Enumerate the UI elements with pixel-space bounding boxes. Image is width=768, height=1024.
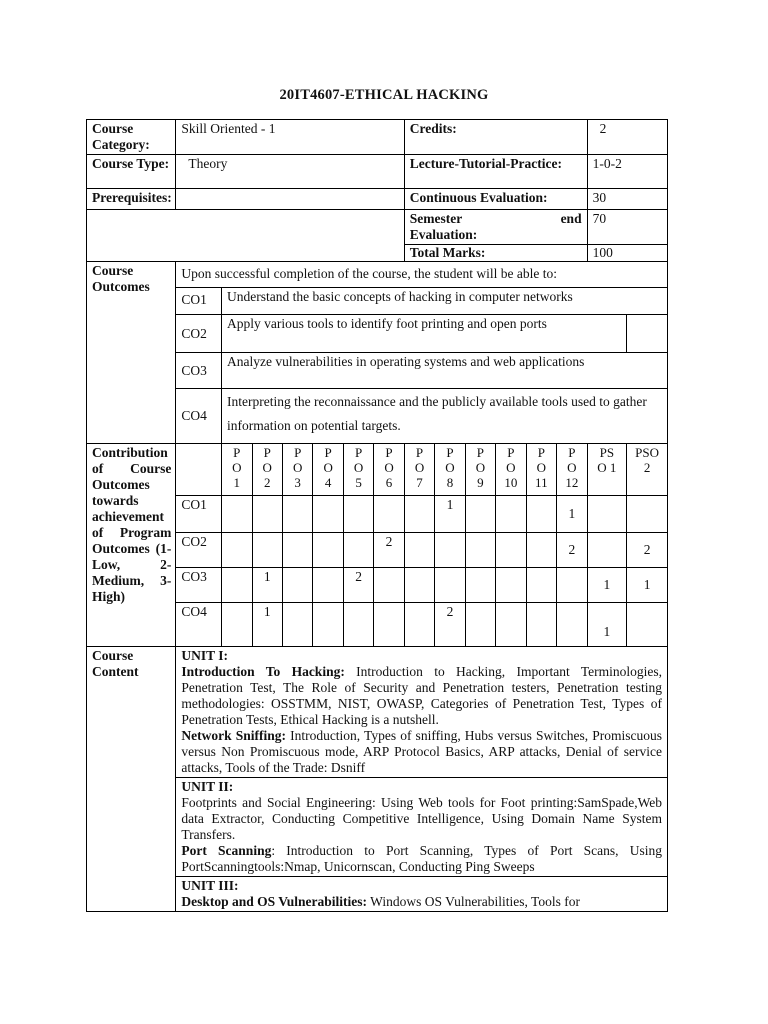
unit1-cell xyxy=(176,647,668,778)
mapping-cell xyxy=(222,568,252,603)
mapping-cell xyxy=(282,533,312,568)
mapping-cell: 1 xyxy=(435,496,465,533)
mapping-cell xyxy=(627,603,668,647)
mapping-cell xyxy=(496,496,526,533)
outcome-text: Understand the basic concepts of hacking in computer networks xyxy=(222,288,668,315)
mapping-cell xyxy=(627,496,668,533)
unit3-cell xyxy=(176,877,668,912)
unit2-para1: Footprints and Social Engineering: Using Web tools for Foot printing:SamSpade,Web data Extractor, Conducting Competitive Intelligence, Using Domain Name System Transfers. xyxy=(181,795,662,842)
mapping-cell xyxy=(465,568,495,603)
mapping-cell: 1 xyxy=(627,568,668,603)
mapping-cell xyxy=(465,603,495,647)
outcomes-intro-row xyxy=(87,262,668,288)
mapping-cell xyxy=(222,603,252,647)
unit3-para1 xyxy=(181,894,662,910)
mapping-cell xyxy=(435,533,465,568)
po-header: P O 6 xyxy=(374,444,404,496)
outcome-text: Interpreting the reconnaissance and the publicly available tools used to gather information on potential targets. xyxy=(222,389,668,444)
ltp-value: 1-0-2 xyxy=(587,155,667,189)
content-unit1-row xyxy=(87,647,668,778)
po-header: P O 2 xyxy=(252,444,282,496)
outcome-code: CO1 xyxy=(176,288,222,315)
mapping-cell xyxy=(526,568,556,603)
mapping-cell xyxy=(313,496,343,533)
mapping-cell xyxy=(496,568,526,603)
unit2-title: UNIT II: xyxy=(181,779,234,794)
mapping-cell xyxy=(343,533,373,568)
unit1-title: UNIT I: xyxy=(181,648,228,663)
mapping-label: Contribution of Course Outcomes towards achievement of Program Outcomes (1-Low, 2-Medium, 3- High) xyxy=(87,444,176,647)
ce-label: Continuous Evaluation: xyxy=(404,189,587,210)
mapping-co: CO3 xyxy=(176,568,222,603)
outcome-spacer xyxy=(627,315,668,353)
info-row-semester xyxy=(87,210,668,245)
mapping-corner xyxy=(176,444,222,496)
pso-header: PSO 2 xyxy=(627,444,668,496)
unit2-para2 xyxy=(181,843,662,875)
unit3-title: UNIT III: xyxy=(181,878,239,893)
mapping-cell xyxy=(282,496,312,533)
po-header: P O 4 xyxy=(313,444,343,496)
mapping-cell xyxy=(222,496,252,533)
ce-value: 30 xyxy=(587,189,667,210)
unit1-text2: Introduction, Types of sniffing, Hubs versus Switches, Promiscuous versus Non Promiscuous mode, ARP Protocol Basics, ARP attacks, Denial of service attacks, Tools of the Trade: Dsniff xyxy=(181,728,662,775)
se-label-b: end xyxy=(560,211,582,226)
mapping-cell xyxy=(526,603,556,647)
unit2-heading2: Port Scanning xyxy=(181,843,272,858)
mapping-cell xyxy=(374,496,404,533)
po-header: P O 11 xyxy=(526,444,556,496)
credits-value: 2 xyxy=(587,120,667,155)
mapping-cell xyxy=(587,496,627,533)
mapping-cell xyxy=(496,533,526,568)
outcome-text: Analyze vulnerabilities in operating systems and web applications xyxy=(222,353,668,389)
po-header: P O 3 xyxy=(282,444,312,496)
po-header: P O 12 xyxy=(557,444,588,496)
po-header: P O 7 xyxy=(404,444,434,496)
se-value: 70 xyxy=(587,210,667,245)
po-header: P O 9 xyxy=(465,444,495,496)
mapping-cell xyxy=(557,603,588,647)
info-row-category xyxy=(87,120,668,155)
se-label-a: Semester xyxy=(409,211,463,226)
mapping-cell xyxy=(587,533,627,568)
course-type-label: Course Type: xyxy=(87,155,176,189)
mapping-cell xyxy=(313,568,343,603)
course-category-label: Course Category: xyxy=(87,120,176,155)
mapping-cell xyxy=(313,603,343,647)
blank-cell xyxy=(87,210,405,262)
mapping-cell xyxy=(252,533,282,568)
mapping-cell xyxy=(282,603,312,647)
page-title: 20IT4607-ETHICAL HACKING xyxy=(279,87,489,103)
mapping-co: CO1 xyxy=(176,496,222,533)
unit1-para2 xyxy=(181,728,662,776)
mapping-cell: 1 xyxy=(557,496,588,533)
outcome-code: CO2 xyxy=(176,315,222,353)
unit1-para1 xyxy=(181,664,662,728)
unit1-heading1: Introduction To Hacking: xyxy=(181,664,345,679)
total-value: 100 xyxy=(587,245,667,262)
mapping-cell xyxy=(465,496,495,533)
mapping-cell xyxy=(557,568,588,603)
outcomes-label: Course Outcomes xyxy=(87,262,176,444)
po-header: P O 1 xyxy=(222,444,252,496)
po-header: P O 8 xyxy=(435,444,465,496)
unit1-heading2: Network Sniffing: xyxy=(181,728,286,743)
prereq-value xyxy=(176,189,404,210)
outcome-text: Apply various tools to identify foot printing and open ports xyxy=(222,315,627,353)
syllabus-table xyxy=(86,119,668,912)
mapping-co: CO2 xyxy=(176,533,222,568)
mapping-cell xyxy=(282,568,312,603)
mapping-cell xyxy=(343,496,373,533)
mapping-cell xyxy=(343,603,373,647)
mapping-cell xyxy=(313,533,343,568)
se-label xyxy=(404,210,587,245)
mapping-cell xyxy=(435,568,465,603)
ltp-label: Lecture-Tutorial-Practice: xyxy=(404,155,587,189)
mapping-co: CO4 xyxy=(176,603,222,647)
mapping-header-row xyxy=(87,444,668,496)
mapping-cell: 2 xyxy=(557,533,588,568)
mapping-cell xyxy=(252,496,282,533)
pso-header: PS O 1 xyxy=(587,444,627,496)
mapping-cell xyxy=(465,533,495,568)
mapping-cell xyxy=(404,603,434,647)
outcome-code: CO3 xyxy=(176,353,222,389)
mapping-cell: 2 xyxy=(435,603,465,647)
mapping-cell xyxy=(404,533,434,568)
se-label-c: Evaluation: xyxy=(409,227,478,242)
mapping-cell xyxy=(526,533,556,568)
unit3-text1: Windows OS Vulnerabilities, Tools for xyxy=(367,894,580,909)
unit2-cell xyxy=(176,778,668,877)
mapping-cell xyxy=(526,496,556,533)
unit1-text1: Introduction to Hacking, Important Terminologies, Penetration Test, The Role of Security and Penetration testers, Penetration testing methodologies: OSSTMM, NIST, OWASP, Categories of Penetration Test, Types of Penetration Tests, Ethical Hacking is a nutshell. xyxy=(181,664,662,727)
mapping-cell xyxy=(374,568,404,603)
mapping-cell: 1 xyxy=(587,603,627,647)
mapping-cell xyxy=(222,533,252,568)
mapping-cell xyxy=(496,603,526,647)
mapping-cell: 1 xyxy=(252,568,282,603)
credits-label: Credits: xyxy=(404,120,587,155)
info-row-prereq xyxy=(87,189,668,210)
mapping-cell xyxy=(404,568,434,603)
mapping-cell: 2 xyxy=(343,568,373,603)
mapping-cell: 2 xyxy=(627,533,668,568)
mapping-cell xyxy=(404,496,434,533)
mapping-cell xyxy=(374,603,404,647)
prereq-label: Prerequisites: xyxy=(87,189,176,210)
outcome-code: CO4 xyxy=(176,389,222,444)
mapping-cell: 1 xyxy=(587,568,627,603)
course-category-value: Skill Oriented - 1 xyxy=(176,120,404,155)
content-label: Course Content xyxy=(87,647,176,912)
mapping-cell: 1 xyxy=(252,603,282,647)
unit2-text2: : Introduction to Port Scanning, Types of Port Scans, Using PortScanningtools:Nmap, Unicornscan, Conducting Ping Sweeps xyxy=(181,843,662,874)
po-header: P O 5 xyxy=(343,444,373,496)
total-label: Total Marks: xyxy=(404,245,587,262)
unit3-heading1: Desktop and OS Vulnerabilities: xyxy=(181,894,368,909)
mapping-cell: 2 xyxy=(374,533,404,568)
info-row-type xyxy=(87,155,668,189)
po-header: P O 10 xyxy=(496,444,526,496)
outcomes-intro: Upon successful completion of the course, the student will be able to: xyxy=(176,262,668,288)
course-type-value: Theory xyxy=(176,155,404,189)
